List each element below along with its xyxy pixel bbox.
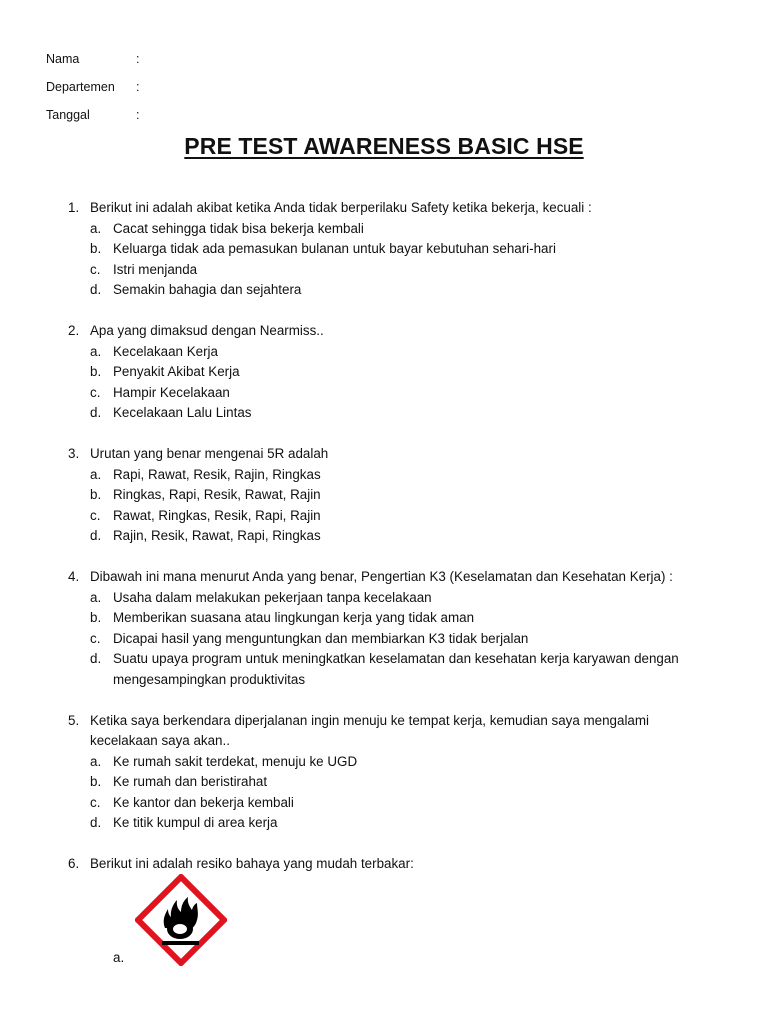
option-text: Cacat sehingga tidak bisa bekerja kembali: [113, 220, 364, 236]
option-text: Keluarga tidak ada pemasukan bulanan untuk bayar kebutuhan sehari-hari: [113, 241, 556, 256]
oxidizing-hazard-icon: [135, 874, 227, 966]
answer-option: [90, 629, 708, 650]
option-text: Ke rumah sakit terdekat, menuju ke UGD: [113, 753, 358, 769]
question-text: Apa yang dimaksud dengan Nearmiss..: [90, 323, 324, 338]
question-item: [68, 567, 708, 690]
header-fields: [46, 45, 146, 129]
option-list: [90, 465, 708, 547]
question-row: [68, 444, 708, 465]
question-row: [68, 854, 708, 875]
field-label: Nama: [46, 52, 80, 66]
option-text: Suatu upaya program untuk meningkatkan keselamatan dan kesehatan kerja karyawan dengan mengesampingkan produktivitas: [113, 651, 679, 687]
option-letter: d.: [90, 282, 102, 297]
option-text: Memberikan suasana atau lingkungan kerja yang tidak aman: [113, 610, 475, 625]
option-text: Rapi, Rawat, Resik, Rajin, Ringkas: [113, 466, 321, 482]
question-number: 2.: [68, 323, 80, 338]
option-letter: a.: [90, 220, 102, 236]
answer-option: [90, 280, 708, 301]
hazard-option-letter: a.: [113, 950, 125, 965]
option-letter: c.: [90, 384, 101, 400]
option-text: Usaha dalam melakukan pekerjaan tanpa kecelakaan: [113, 589, 432, 605]
question-item: [68, 854, 708, 875]
answer-option: [90, 485, 708, 506]
option-letter: d.: [90, 405, 102, 420]
option-letter: c.: [90, 507, 101, 523]
answer-option: [90, 608, 708, 629]
answer-option: [90, 219, 708, 240]
question-item: [68, 321, 708, 424]
option-text: Ringkas, Rapi, Resik, Rawat, Rajin: [113, 487, 321, 502]
option-text: Penyakit Akibat Kerja: [113, 364, 240, 379]
option-text: Rawat, Ringkas, Resik, Rapi, Rajin: [113, 507, 321, 523]
answer-option: [90, 506, 708, 527]
option-letter: a.: [90, 753, 102, 769]
question-row: [68, 711, 708, 752]
option-text: Ke rumah dan beristirahat: [113, 774, 268, 789]
option-text: Hampir Kecelakaan: [113, 384, 230, 400]
answer-option: [90, 362, 708, 383]
question-text: Ketika saya berkendara diperjalanan ingin menuju ke tempat kerja, kemudian saya mengalami kecelakaan saya akan..: [90, 712, 650, 748]
question-row: [68, 198, 708, 219]
option-letter: b.: [90, 364, 102, 379]
answer-option: [90, 649, 708, 690]
answer-option: [90, 793, 708, 814]
option-letter: c.: [90, 261, 101, 277]
option-letter: b.: [90, 487, 102, 502]
question-number: 3.: [68, 446, 80, 461]
answer-option: [90, 588, 708, 609]
answer-option: [90, 260, 708, 281]
question-number: 6.: [68, 856, 80, 871]
question-list: [68, 198, 708, 895]
answer-option: [90, 239, 708, 260]
option-letter: d.: [90, 815, 102, 830]
question-number: 4.: [68, 569, 80, 584]
question-number: 1.: [68, 200, 80, 215]
answer-option: [90, 813, 708, 834]
option-text: Semakin bahagia dan sejahtera: [113, 282, 302, 297]
answer-option: [90, 403, 708, 424]
option-letter: b.: [90, 241, 102, 256]
answer-option: [90, 752, 708, 773]
option-list: [90, 219, 708, 301]
field-colon: :: [136, 80, 140, 94]
option-letter: c.: [90, 794, 101, 810]
header-field-nama: [46, 45, 146, 73]
question-text: Berikut ini adalah akibat ketika Anda tidak berperilaku Safety ketika bekerja, kecuali :: [90, 200, 592, 215]
option-text: Rajin, Resik, Rawat, Rapi, Ringkas: [113, 528, 321, 543]
field-colon: :: [136, 52, 140, 66]
option-text: Dicapai hasil yang menguntungkan dan membiarkan K3 tidak berjalan: [113, 630, 529, 646]
question-row: [68, 321, 708, 342]
question-text: Berikut ini adalah resiko bahaya yang mudah terbakar:: [90, 856, 414, 871]
page-title: PRE TEST AWARENESS BASIC HSE: [184, 133, 584, 159]
field-label: Departemen: [46, 80, 115, 94]
header-field-tanggal: [46, 101, 146, 129]
question-item: [68, 444, 708, 547]
answer-option: [90, 526, 708, 547]
answer-option: [90, 342, 708, 363]
question-item: [68, 711, 708, 834]
option-text: Kecelakaan Kerja: [113, 343, 218, 359]
option-text: Ke kantor dan bekerja kembali: [113, 794, 294, 810]
question-row: [68, 567, 708, 588]
option-letter: a.: [90, 343, 102, 359]
option-letter: b.: [90, 774, 102, 789]
field-label: Tanggal: [46, 108, 90, 122]
option-letter: a.: [90, 466, 102, 482]
header-field-departemen: [46, 73, 146, 101]
option-list: [90, 588, 708, 691]
option-text: Ke titik kumpul di area kerja: [113, 815, 278, 830]
question-text: Dibawah ini mana menurut Anda yang benar, Pengertian K3 (Keselamatan dan Kesehatan Kerja) :: [90, 569, 673, 584]
answer-option: [90, 465, 708, 486]
option-letter: d.: [90, 528, 102, 543]
question-text: Urutan yang benar mengenai 5R adalah: [90, 446, 329, 461]
option-letter: a.: [90, 589, 102, 605]
option-letter: b.: [90, 610, 102, 625]
option-letter: d.: [90, 651, 102, 666]
option-text: Kecelakaan Lalu Lintas: [113, 405, 252, 420]
question-number: 5.: [68, 712, 80, 728]
answer-option: [90, 772, 708, 793]
option-list: [90, 752, 708, 834]
option-letter: c.: [90, 630, 101, 646]
question-item: [68, 198, 708, 301]
field-colon: :: [136, 108, 140, 122]
option-list: [90, 342, 708, 424]
option-text: Istri menjanda: [113, 261, 198, 277]
answer-option: [90, 383, 708, 404]
